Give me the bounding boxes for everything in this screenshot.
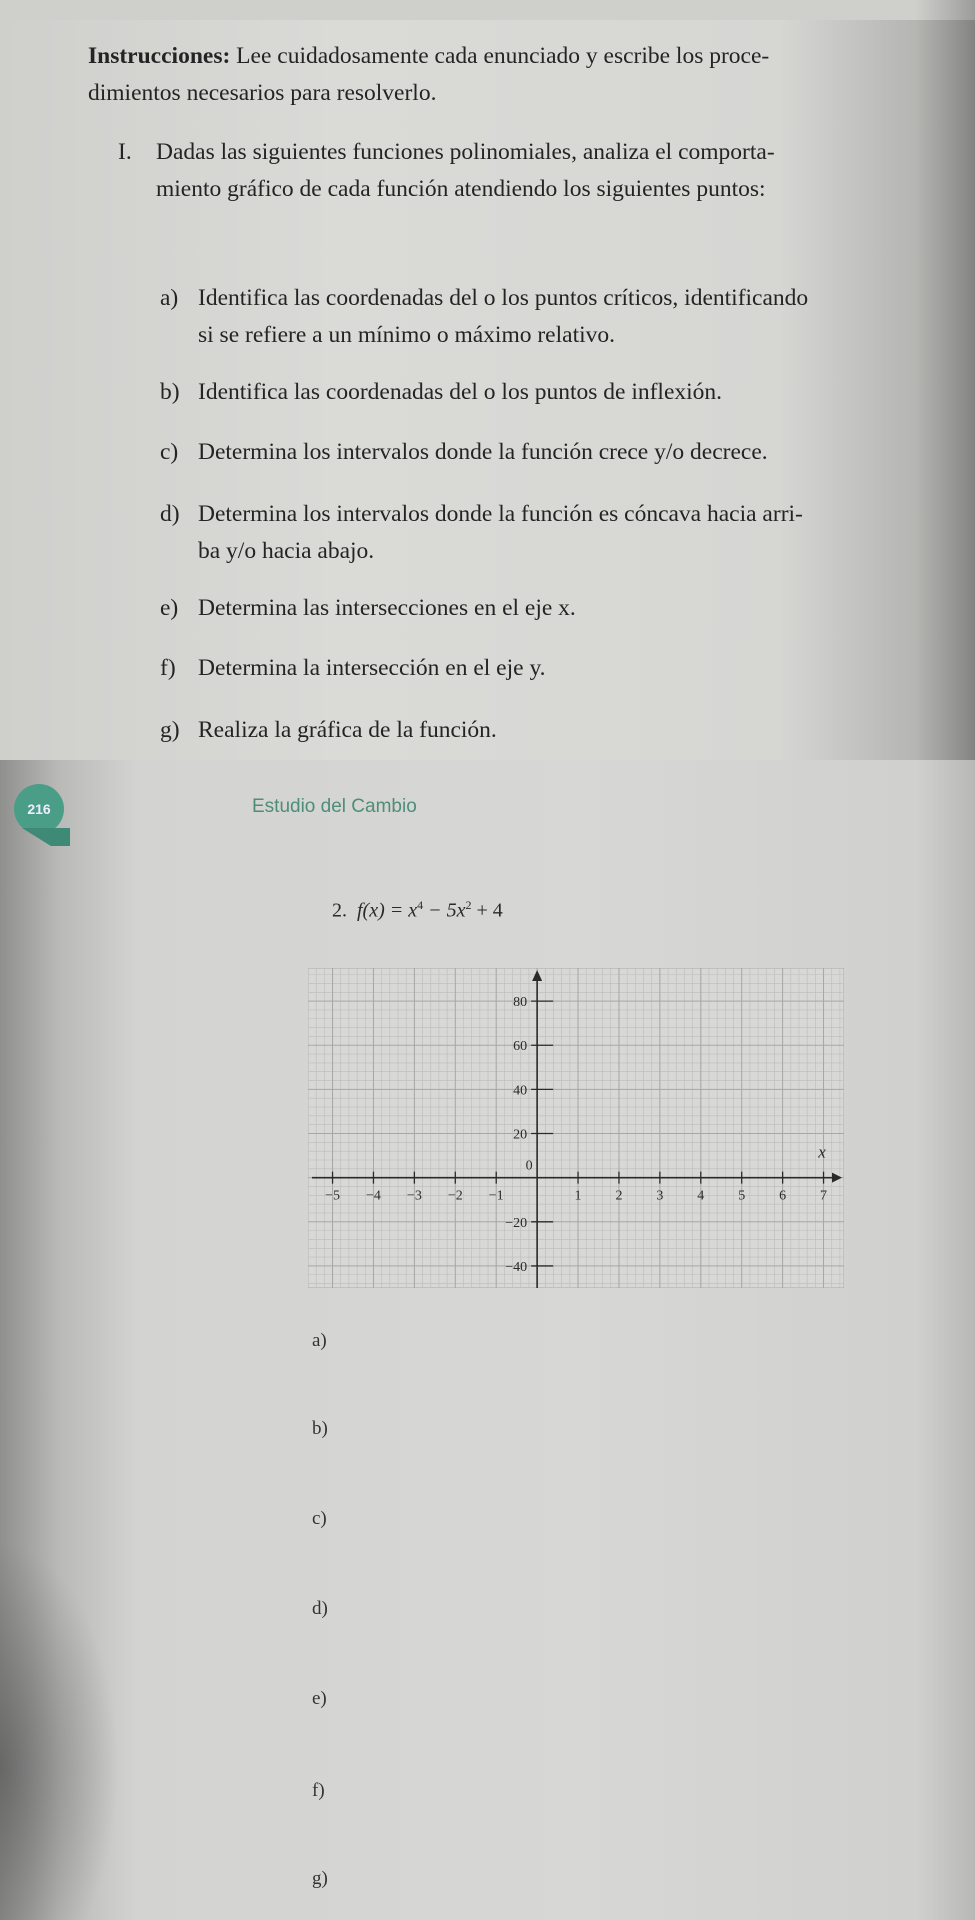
answer-label-b: b) [312, 1418, 328, 1439]
y-tick-label: −20 [505, 1215, 528, 1231]
y-tick-label: 40 [513, 1083, 528, 1099]
item-line-1: Determina los intervalos donde la función es cóncava hacia arri- [198, 501, 803, 527]
instructions-text-2: dimientos necesarios para resolverlo. [88, 80, 437, 106]
instructions-label: Instrucciones: [88, 43, 231, 69]
formula-prefix: f(x) = x [357, 899, 418, 922]
bottom-page [0, 760, 975, 1920]
item-letter: d) [160, 501, 180, 527]
x-tick-label: 5 [738, 1188, 746, 1204]
x-tick-label: 2 [615, 1188, 623, 1204]
item-letter: e) [160, 595, 179, 621]
y-tick-label: 80 [513, 995, 528, 1011]
answer-label-e: e) [312, 1688, 327, 1709]
x-tick-label: −3 [406, 1188, 422, 1204]
page-edge [0, 0, 975, 20]
formula-middle: − 5x [423, 899, 466, 922]
x-tick-label: 7 [820, 1188, 828, 1204]
section-number: I. [118, 139, 132, 165]
item-line-1: Identifica las coordenadas del o los puntos críticos, identificando [198, 285, 809, 311]
x-tick-label: 4 [697, 1188, 705, 1204]
item-line-1: Determina los intervalos donde la función crece y/o decrece. [198, 439, 768, 465]
item-letter: f) [160, 655, 176, 681]
item-line-2: ba y/o hacia abajo. [198, 538, 375, 564]
section-line-1: Dadas las siguientes funciones polinomiales, analiza el comporta- [156, 139, 775, 165]
exercise-number: 2. [332, 899, 347, 922]
instructions [88, 38, 908, 112]
item-line-2: si se refiere a un mínimo o máximo relativo. [198, 322, 616, 348]
x-tick-label: −2 [447, 1188, 463, 1204]
y-tick-label: 60 [513, 1039, 528, 1055]
item-letter: c) [160, 439, 179, 465]
y-tick-label: 20 [513, 1127, 528, 1143]
top-page [0, 0, 975, 795]
instructions-text-1: Lee cuidadosamente cada enunciado y escribe los proce- [230, 43, 770, 69]
running-head: Estudio del Cambio [252, 796, 417, 817]
section-text [156, 134, 908, 208]
formula-suffix: + 4 [471, 899, 503, 922]
answer-label-d: d) [312, 1598, 328, 1619]
item-line-1: Realiza la gráfica de la función. [198, 717, 497, 743]
graph-svg [308, 968, 844, 1288]
graph-background [308, 968, 844, 1288]
item-letter: g) [160, 717, 180, 743]
item-line-1: Determina la intersección en el eje y. [198, 655, 546, 681]
x-tick-label: 1 [574, 1188, 582, 1204]
item-line-1: Determina las intersecciones en el eje x. [198, 595, 576, 621]
answer-label-c: c) [312, 1508, 327, 1529]
exercise-formula [332, 898, 503, 923]
x-tick-label: −1 [488, 1188, 504, 1204]
y-tick-label: −40 [505, 1259, 528, 1275]
page-shadow [915, 0, 975, 795]
page-shadow-left [0, 1540, 120, 1920]
item-letter: b) [160, 379, 180, 405]
formula-exponent-1: 4 [417, 898, 424, 912]
formula-exponent-2: 2 [465, 898, 472, 912]
item-line-1: Identifica las coordenadas del o los puntos de inflexión. [198, 379, 723, 405]
section-line-2: miento gráfico de cada función atendiendo los siguientes puntos: [156, 176, 766, 202]
x-tick-label: 0 [525, 1158, 533, 1174]
answer-label-g: g) [312, 1868, 328, 1889]
x-axis-label: x [818, 1142, 826, 1162]
coordinate-graph [308, 968, 844, 1288]
page-number-badge: 216 [14, 784, 64, 834]
x-tick-label: 6 [779, 1188, 787, 1204]
answer-label-f: f) [312, 1780, 325, 1801]
answer-label-a: a) [312, 1330, 327, 1351]
x-tick-label: −4 [366, 1188, 381, 1204]
x-tick-label: −5 [325, 1188, 341, 1204]
x-tick-label: 3 [656, 1188, 664, 1204]
item-letter: a) [160, 285, 179, 311]
